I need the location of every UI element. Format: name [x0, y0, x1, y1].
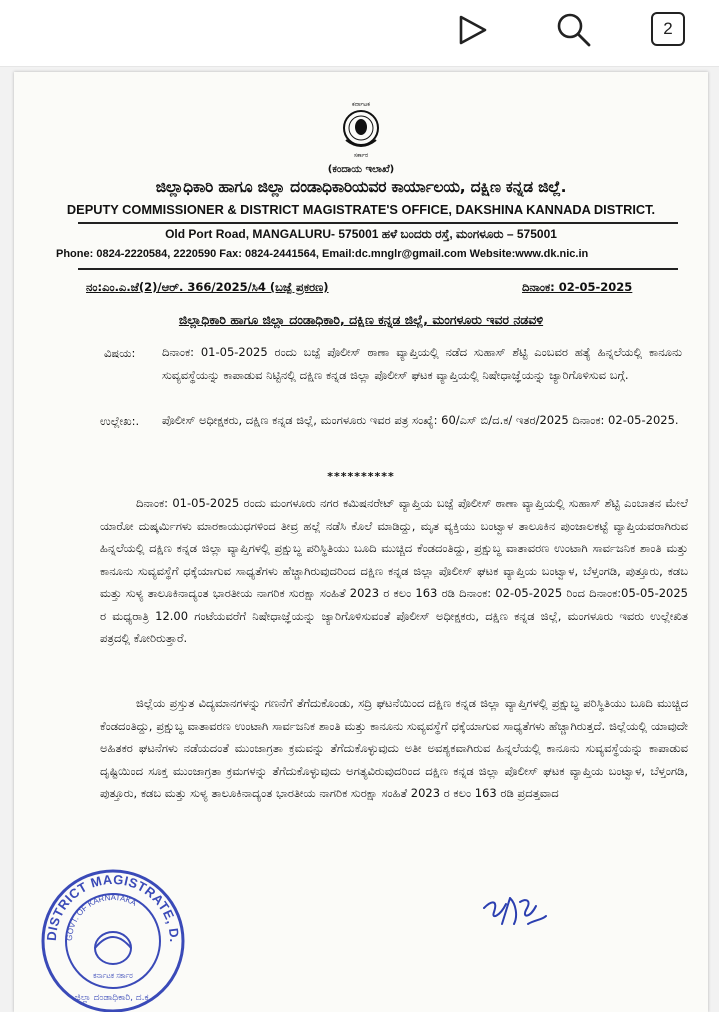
- document-page: [14, 72, 708, 1012]
- department-name: (ಕಂದಾಯ ಇಲಾಖೆ): [327, 164, 395, 175]
- subject-label: ವಿಷಯ:: [104, 346, 136, 360]
- svg-text:ಕರ್ನಾಟಕ: ಕರ್ನಾಟಕ: [352, 101, 370, 108]
- svg-text:DISTRICT MAGISTRATE, D.K.: DISTRICT MAGISTRATE, D.: [43, 871, 183, 943]
- reference-text: ಪೊಲೀಸ್ ಅಧೀಕ್ಷಕರು, ದಕ್ಷಿಣ ಕನ್ನಡ ಜಿಲ್ಲೆ, ಮಂಗಳೂರು ಇವರ ಪತ್ರ ಸಂಖ್ಯೆ: 60/ಎಸ್ ಬಿ/ದ.ಕ/ ಇತರ/2025 ದಿನಾಂಕ: 02-05-2025.: [162, 413, 679, 427]
- proceedings-title: ಜಿಲ್ಲಾಧಿಕಾರಿ ಹಾಗೂ ಜಿಲ್ಲಾ ದಂಡಾಧಿಕಾರಿ, ದಕ್ಷಿಣ ಕನ್ನಡ ಜಿಲ್ಲೆ, ಮಂಗಳೂರು ಇವರ ನಡವಳಿ: [178, 312, 544, 327]
- state-emblem-icon: [332, 100, 390, 162]
- reference-label: ಉಲ್ಲೇಖ:.: [100, 414, 140, 428]
- page-count-badge[interactable]: 2: [651, 12, 685, 46]
- subject-text: ದಿನಾಂಕ: 01-05-2025 ರಂದು ಬಜ್ಪೆ ಪೊಲೀಸ್ ಠಾಣಾ ವ್ಯಾಪ್ತಿಯಲ್ಲಿ ನಡೆದ ಸುಹಾಸ್ ಶೆಟ್ಟಿ ಎಂಬವರ ಹತ್ಯೆ ಹಿನ್ನಲೆಯಲ್ಲಿ ಕಾನೂನು ಸುವ್ಯವಸ್ಥೆಯನ್ನು ಕಾಪಾಡುವ ನಿಟ್ಟಿನಲ್ಲಿ ದಕ್ಷಿಣ ಕನ್ನಡ ಜಿಲ್ಲಾ ಪೊಲೀಸ್ ಘಟಕ ವ್ಯಾಪ್ತಿಯಲ್ಲಿ ನಿಷೇಧಾಜ್ಞೆಯನ್ನು ಜ್ಯಾರಿಗೊಳಿಸುವ ಬಗ್ಗೆ.: [162, 345, 682, 382]
- svg-text:ಜಿಲ್ಲಾ ದಂಡಾಧಿಕಾರಿ, ದ.ಕ.: ಜಿಲ್ಲಾ ದಂಡಾಧಿಕಾರಿ, ದ.ಕ.: [74, 993, 152, 1003]
- order-date: ದಿನಾಂಕ: 02-05-2025: [522, 280, 633, 294]
- svg-text:GOVT. OF KARNATAKA: GOVT. OF KARNATAKA: [64, 892, 138, 942]
- search-icon[interactable]: [554, 10, 594, 54]
- office-name-english: DEPUTY COMMISSIONER & DISTRICT MAGISTRATE'S OFFICE, DAKSHINA KANNADA DISTRICT.: [66, 202, 656, 217]
- header-divider: [78, 222, 678, 224]
- office-address: Old Port Road, MANGALURU- 575001 ಹಳೆ ಬಂದರು ರಸ್ತೆ, ಮಂಗಳೂರು – 575001: [165, 227, 557, 241]
- viewer-toolbar: [0, 0, 719, 67]
- office-name-kannada: ಜಿಲ್ಲಾಧಿಕಾರಿ ಹಾಗೂ ಜಿಲ್ಲಾ ದಂಡಾಧಿಕಾರಿಯವರ ಕಾರ್ಯಾಲಯ, ದಕ್ಷಿಣ ಕನ್ನಡ ಜಿಲ್ಲೆ.: [155, 178, 567, 196]
- section-separator: **********: [327, 470, 395, 483]
- svg-text:ಕರ್ನಾಟಕ ಸರ್ಕಾರ: ಕರ್ನಾಟಕ ಸರ್ಕಾರ: [93, 972, 133, 980]
- play-icon[interactable]: [452, 10, 492, 54]
- district-magistrate-seal: [38, 866, 188, 1012]
- svg-text:ಸರ್ಕಾರ: ಸರ್ಕಾರ: [353, 152, 369, 158]
- reference-number: ನಂ:ಎಂ.ಎ.ಜೆ(2)/ಆರ್. 366/2025/ಸಿ4 (ಬಜ್ಪೆ ಪ್ರಕರಣ): [86, 280, 329, 294]
- body-paragraph: ದಿನಾಂಕ: 01-05-2025 ರಂದು ಮಂಗಳೂರು ನಗರ ಕಮಿಷನರೇಟ್ ವ್ಯಾಪ್ತಿಯ ಬಜ್ಪೆ ಪೊಲೀಸ್ ಠಾಣಾ ವ್ಯಾಪ್ತಿಯಲ್ಲಿ ಸುಹಾಸ್ ಶೆಟ್ಟಿ ಎಂಬಾತನ ಮೇಲೆ ಯಾರೋ ದುಷ್ಕರ್ಮಿಗಳು ಮಾರಕಾಯುಧಗಳಿಂದ ತೀವ್ರ ಹಲ್ಲೆ ನಡೆಸಿ ಕೊಲೆ ಮಾಡಿದ್ದು, ಮೃತ ವ್ಯಕ್ತಿಯು ಬಂಟ್ವಾಳ ತಾಲೂಕಿನ ಪುಂಜಾಲಕಟ್ಟೆ ವ್ಯಾಪ್ತಿಯವರಾಗಿರುವ ಹಿನ್ನಲೆಯಲ್ಲಿ ದಕ್ಷಿಣ ಕನ್ನಡ ಜಿಲ್ಲಾ ವ್ಯಾಪ್ತಿಗಳಲ್ಲಿ ಪ್ರಕ್ಷುಬ್ಧ ಪರಿಸ್ಥಿತಿಯು ಬೂದಿ ಮುಚ್ಚಿದ ಕೆಂಡದಂತಿದ್ದು, ಪ್ರಕ್ಷುಬ್ಧ ವಾತಾವರಣ ಉಂಟಾಗಿ ಸಾರ್ವಜನಿಕ ಶಾಂತಿ ಮತ್ತು ಕಾನೂನು ಸುವ್ಯವಸ್ಥೆಗೆ ಧಕ್ಕೆಯಾಗುವ ಸಾಧ್ಯತೆಗಳು ಹೆಚ್ಚಾಗಿರುವುದರಿಂದ ದಕ್ಷಿಣ ಕನ್ನಡ ಜಿಲ್ಲಾ ಪೊಲೀಸ್ ಘಟಕ ವ್ಯಾಪ್ತಿಯ ಬಂಟ್ವಾಳ, ಬೆಳ್ತಂಗಡಿ, ಪುತ್ತೂರು, ಕಡಬ ಮತ್ತು ಸುಳ್ಯ ತಾಲೂಕಿನಾದ್ಯಂತ ಭಾರತೀಯ ನಾಗರಿಕ ಸುರಕ್ಷಾ ಸಂಹಿತೆ 2023 ರ ಕಲಂ 163 ರಡಿ ದಿನಾಂಕ: 02-05-2025 ರಿಂದ ದಿನಾಂಕ:05-05-2025 ರ ಮಧ್ಯರಾತ್ರಿ 12.00 ಗಂಟೆಯವರೆಗೆ ನಿಷೇಧಾಜ್ಞೆಯನ್ನು ಜ್ಯಾರಿಗೊಳಿಸುವಂತೆ ಪೊಲೀಸ್ ಅಧೀಕ್ಷಕರು, ದಕ್ಷಿಣ ಕನ್ನಡ ಜಿಲ್ಲೆ, ಮಂಗಳೂರು ಇವರು ಉಲ್ಲೇಖಿತ ಪತ್ರದಲ್ಲಿ ಕೋರಿರುತ್ತಾರೆ.: [100, 496, 688, 645]
- body-paragraph: ಜಿಲ್ಲೆಯ ಪ್ರಸ್ತುತ ವಿದ್ಯಮಾನಗಳನ್ನು ಗಣನೆಗೆ ತೆಗೆದುಕೊಂಡು, ಸದ್ರಿ ಘಟನೆಯಿಂದ ದಕ್ಷಿಣ ಕನ್ನಡ ಜಿಲ್ಲಾ ವ್ಯಾಪ್ತಿಗಳಲ್ಲಿ ಪ್ರಕ್ಷುಬ್ಧ ಪರಿಸ್ಥಿತಿಯು ಬೂದಿ ಮುಚ್ಚಿದ ಕೆಂಡದಂತಿದ್ದು, ಪ್ರಕ್ಷುಬ್ಧ ವಾತಾವರಣ ಉಂಟಾಗಿ ಸಾರ್ವಜನಿಕ ಶಾಂತಿ ಮತ್ತು ಕಾನೂನು ಸುವ್ಯವಸ್ಥೆಗೆ ಧಕ್ಕೆಯಾಗುವ ಸಾಧ್ಯತೆಗಳು ಹೆಚ್ಚಾಗಿರುತ್ತದೆ. ಜಿಲ್ಲೆಯಲ್ಲಿ ಯಾವುದೇ ಅಹಿತಕರ ಘಟನೆಗಳು ನಡೆಯದಂತೆ ಮುಂಜಾಗ್ರತಾ ಕ್ರಮವನ್ನು ತೆಗೆದುಕೊಳ್ಳುವುದು ಅತೀ ಅವಶ್ಯಕವಾಗಿರುವ ಹಿನ್ನಲೆಯಲ್ಲಿ ಕಾನೂನು ಸುವ್ಯವಸ್ಥೆಯನ್ನು ಕಾಪಾಡುವ ದೃಷ್ಟಿಯಿಂದ ಸೂಕ್ತ ಮುಂಜಾಗ್ರತಾ ಕ್ರಮಗಳನ್ನು ತೆಗೆದುಕೊಳ್ಳುವುದು ಅಗತ್ಯವಿರುವುದರಿಂದ ದಕ್ಷಿಣ ಕನ್ನಡ ಜಿಲ್ಲಾ ಪೊಲೀಸ್ ಘಟಕ ವ್ಯಾಪ್ತಿಯ ಬಂಟ್ವಾಳ, ಬೆಳ್ತಂಗಡಿ, ಪುತ್ತೂರು, ಕಡಬ ಮತ್ತು ಸುಳ್ಯ ತಾಲೂಕಿನಾದ್ಯಂತ ಭಾರತೀಯ ನಾಗರಿಕ ಸುರಕ್ಷಾ ಸಂಹಿತೆ 2023 ರ ಕಲಂ 163 ರಡಿ ಪ್ರದತ್ತವಾದ: [100, 696, 688, 800]
- office-contact: Phone: 0824-2220584, 2220590 Fax: 0824-2441564, Email:dc.mnglr@gmail.com Website:www.dk.nic.in: [56, 248, 589, 260]
- contact-divider: [78, 268, 678, 270]
- officer-signature: [480, 894, 550, 938]
